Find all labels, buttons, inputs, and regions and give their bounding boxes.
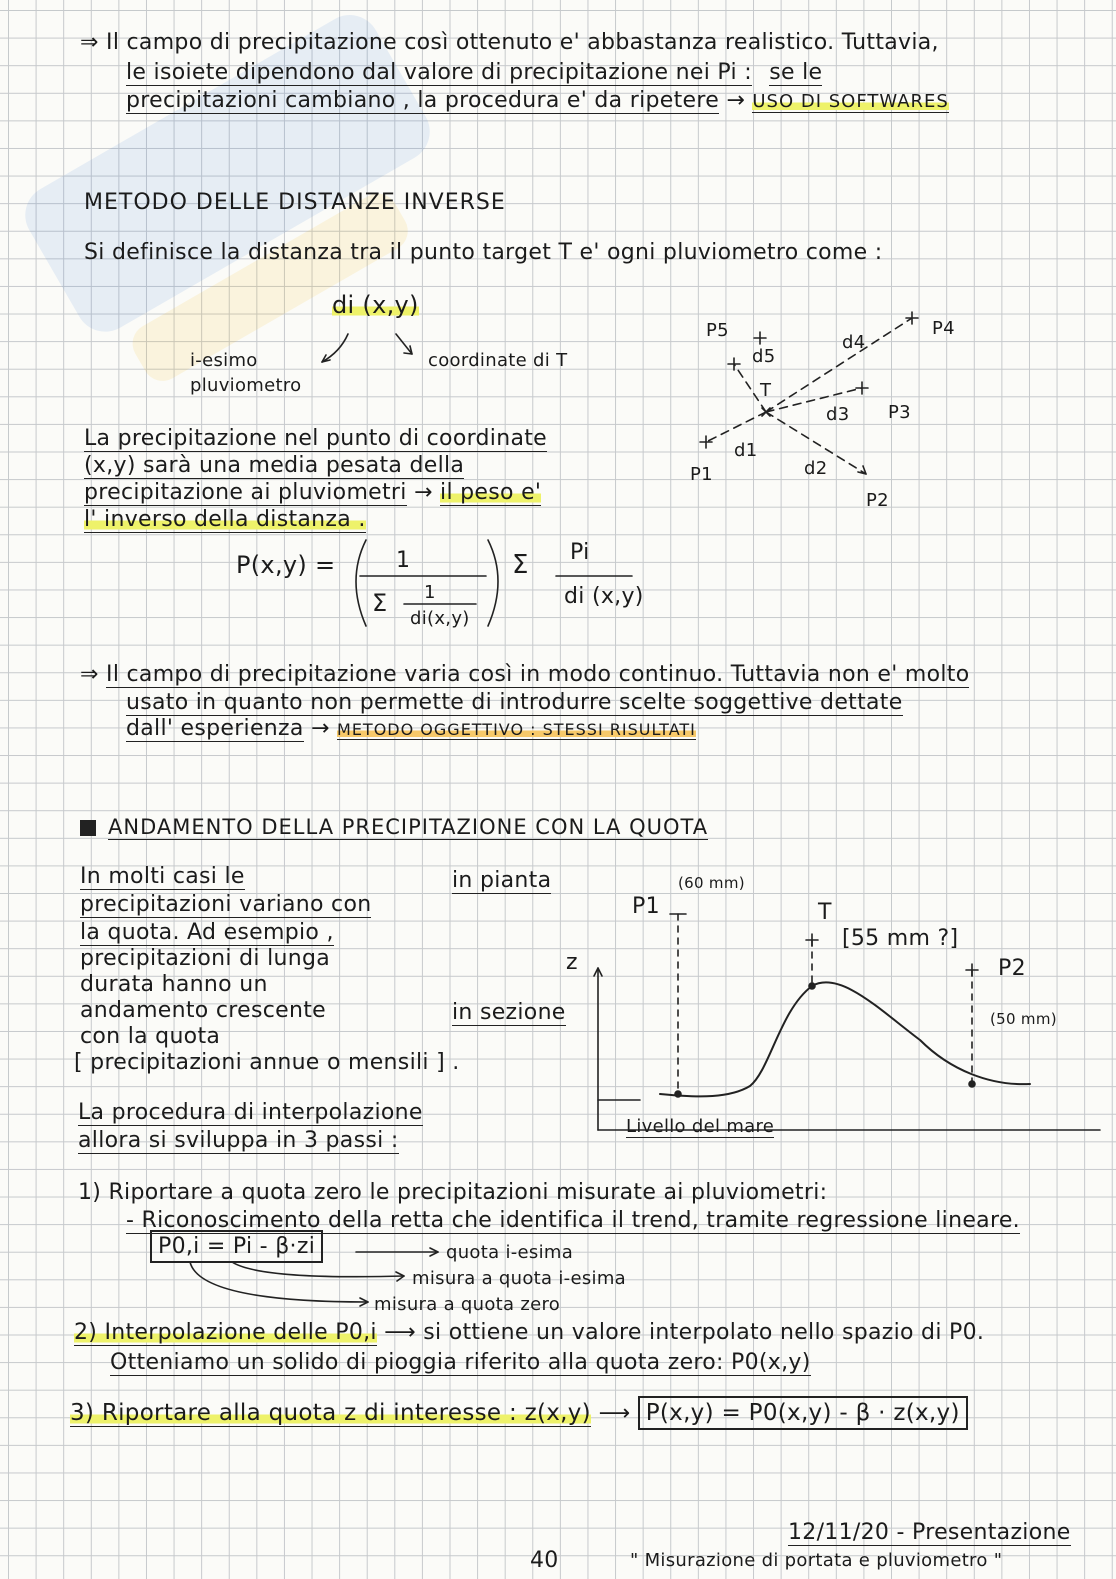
- arrow-to-coordinate: [396, 334, 412, 354]
- diagram-p3: P3: [888, 402, 911, 423]
- diagram-t: T: [760, 380, 772, 401]
- formula-den-num: 1: [424, 582, 436, 603]
- section-p2-label: P2: [998, 956, 1026, 981]
- right-arrow-icon: →: [310, 716, 338, 741]
- idw-para-1: La precipitazione nel punto di coordinate: [84, 426, 547, 451]
- quota-proc-2: allora si sviluppa in 3 passi :: [78, 1128, 399, 1153]
- step-1-sub: - Riconoscimento della retta che identifica il trend, tramite regressione lineare.: [126, 1208, 1020, 1233]
- diagram-p4: P4: [932, 318, 955, 339]
- step-1-formula: P0,i = Pi - β·zi: [150, 1234, 323, 1260]
- implies-arrow-icon: ⇒: [80, 662, 99, 687]
- idw-definition: Si definisce la distanza tra il punto target T e' ogni pluviometro come :: [84, 240, 883, 265]
- sea-level-label: Livello del mare: [626, 1116, 775, 1137]
- right-arrow-icon: →: [726, 88, 753, 113]
- diagram-d2: d2: [804, 458, 828, 479]
- step-2: 2) Interpolazione delle P0,i ⟶ si ottiene un valore interpolato nello spazio di P0.: [74, 1320, 985, 1345]
- idw-conclusion-3: dall' esperienza → METODO OGGETTIVO : STESSI RISULTATI: [126, 716, 696, 741]
- page-number: 40: [530, 1548, 559, 1573]
- distance-symbol: di (x,y): [332, 291, 419, 319]
- pluviometer-markers: [700, 312, 918, 474]
- footer-date: 12/11/20 - Presentazione: [788, 1520, 1071, 1545]
- diagram-d5: d5: [752, 346, 776, 367]
- quota-text-1: In molti casi le: [80, 864, 245, 889]
- section-p2-value: (50 mm): [990, 1010, 1057, 1028]
- step-2-result: Otteniamo un solido di pioggia riferito alla quota zero: P0(x,y): [110, 1350, 811, 1375]
- diagram-p5: P5: [706, 320, 729, 341]
- section-diagram: [594, 914, 1100, 1130]
- intro-line-3: precipitazioni cambiano , la procedura e' da ripetere → USO DI SOFTWARES: [126, 88, 949, 113]
- step-1-annotation-2: misura a quota i-esima: [412, 1268, 626, 1289]
- idw-conclusion-2: usato in quanto non permette di introdurre scelte soggettive dettate: [126, 690, 903, 715]
- right-arrow-icon: ⟶: [598, 1401, 638, 1426]
- quota-text-4: precipitazioni di lunga: [80, 946, 331, 971]
- formula-di: di (x,y): [564, 584, 644, 609]
- quota-text-7: con la quota: [80, 1024, 221, 1049]
- footer-caption: " Misurazione di portata e pluviometro ": [630, 1550, 1003, 1571]
- formula-den-den: di(x,y): [410, 608, 470, 629]
- formula-pi: Pi: [570, 540, 590, 565]
- section-t-value: [55 mm ?]: [842, 926, 959, 951]
- section-p1-label: P1: [632, 894, 660, 919]
- formula-lhs: P(x,y) =: [236, 551, 336, 579]
- idw-diagram-lines: [706, 318, 912, 474]
- step-3: 3) Riportare alla quota z di interesse : z(x,y) ⟶ P(x,y) = P0(x,y) - β · z(x,y): [70, 1400, 968, 1427]
- right-arrow-icon: ⟶: [384, 1320, 424, 1345]
- diagram-d1: d1: [734, 440, 758, 461]
- idw-para-4: l' inverso della distanza .: [84, 507, 366, 532]
- section-t-label: T: [818, 900, 832, 925]
- quota-text-5: durata hanno un: [80, 972, 268, 997]
- diagram-p2: P2: [866, 490, 889, 511]
- section-p1-value: (60 mm): [678, 874, 745, 892]
- step-1-annotation-3: misura a quota zero: [374, 1294, 561, 1315]
- formula-sigma: Σ: [512, 550, 529, 580]
- quota-text-6: andamento crescente: [80, 998, 326, 1023]
- intro-line-2: le isoiete dipendono dal valore di precipitazione nei Pi : se le: [126, 60, 823, 85]
- implies-arrow-icon: ⇒: [80, 30, 99, 55]
- diagram-p1: P1: [690, 464, 713, 485]
- formula-annotation-arrows: [190, 1248, 438, 1306]
- idw-para-2: (x,y) sarà una media pesata della: [84, 453, 465, 478]
- step-1-annotation-1: quota i-esima: [446, 1242, 574, 1263]
- formula-numerator: 1: [396, 548, 411, 573]
- quota-text-8: [ precipitazioni annue o mensili ] .: [74, 1050, 460, 1075]
- diagram-d4: d4: [842, 332, 866, 353]
- section-title-quota: ANDAMENTO DELLA PRECIPITAZIONE CON LA QUOTA: [80, 814, 708, 840]
- intro-line-1: ⇒ Il campo di precipitazione così ottenuto e' abbastanza realistico. Tuttavia,: [80, 30, 939, 55]
- section-title-idw: METODO DELLE DISTANZE INVERSE: [84, 190, 506, 215]
- step-1: 1) Riportare a quota zero le precipitazioni misurate ai pluviometri:: [78, 1180, 828, 1205]
- quota-text-2: precipitazioni variano con: [80, 892, 372, 917]
- quota-proc-1: La procedura di interpolazione: [78, 1100, 423, 1125]
- arrow-to-pluviometro: [322, 334, 348, 362]
- label-i-esimo: i-esimo: [190, 350, 258, 371]
- diagram-d3: d3: [826, 404, 850, 425]
- label-coordinate-t: coordinate di T: [428, 350, 568, 371]
- label-pluviometro: pluviometro: [190, 375, 302, 396]
- formula-den-sigma: Σ: [372, 589, 388, 617]
- idw-para-3: precipitazione ai pluviometri → il peso e': [84, 480, 542, 505]
- label-in-sezione: in sezione: [452, 1000, 566, 1025]
- section-z-axis-label: z: [566, 950, 578, 975]
- label-in-pianta: in pianta: [452, 868, 552, 893]
- right-arrow-icon: →: [414, 480, 441, 505]
- idw-conclusion-1: ⇒ Il campo di precipitazione varia così in modo continuo. Tuttavia non e' molto: [80, 662, 970, 687]
- quota-text-3: la quota. Ad esempio ,: [80, 920, 334, 945]
